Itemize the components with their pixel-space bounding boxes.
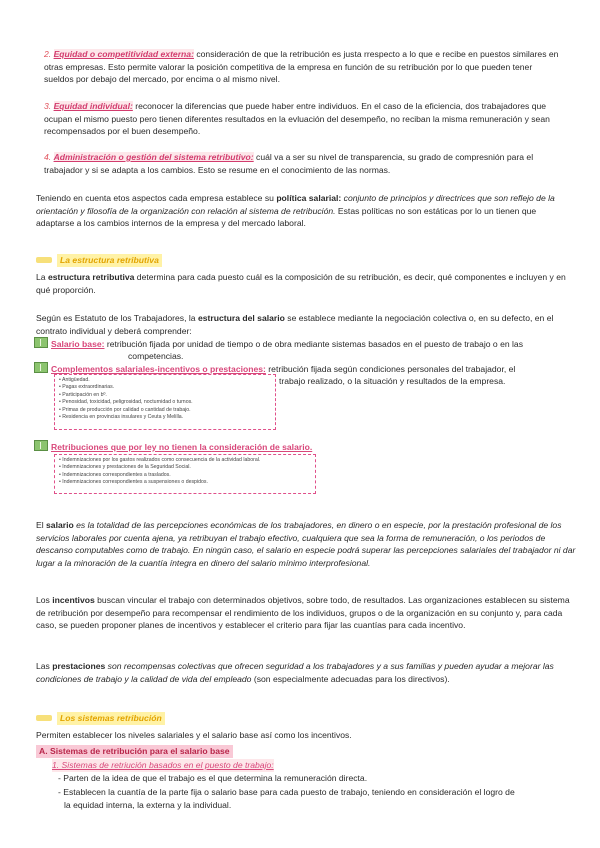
text-run: Los [36, 595, 53, 605]
bold-term: estructura retributiva [47, 272, 135, 282]
text-run: determina para cada puesto cuál es la composición de su retribución, es decir, qué componentes e incluyen y en qué proporción. [36, 272, 566, 295]
list-item: • Pagas extraordinarias. [59, 384, 271, 391]
item-title: Administración o gestión del sistema retributivo: [53, 152, 254, 162]
subheading-a: A. Sistemas de retribución para el salario base [36, 745, 233, 758]
no-salario-item [34, 440, 574, 454]
numbered-item-4 [44, 151, 564, 176]
estatuto-paragraph [36, 312, 576, 337]
book-icon [34, 337, 48, 348]
list-item: • Participación en bº. [59, 392, 271, 399]
italic-definition: conjunto de principios y directrices que son reflejo de la orientación y filosofía de la organización con relación al sistema de retribución. [36, 193, 555, 216]
section-title: La estructura retributiva [57, 254, 162, 267]
bold-term: incentivos [52, 595, 95, 605]
highlighter-icon [36, 715, 52, 721]
salario-paragraph [36, 519, 576, 569]
section-heading-estructura [36, 254, 162, 267]
item-title: Equidad o competitividad externa: [53, 49, 194, 59]
item-text: retribución fijada por unidad de tiempo o de obra mediante sistemas basados en el puesto de trabajo o en las [104, 339, 523, 349]
item-text: reconocer la diferencias que puede haber entre individuos. En el caso de la eficiencia, dos trabajadores que ocupan el mismo puesto pero tienen diferentes resultados en la evluación del desempeño, no reciban la misma remuneración y sean recompensados por el buen desempeño. [44, 101, 550, 137]
text-run: El [36, 520, 47, 530]
text-run: buscan vincular el trabajo con determinados objetivos, sobre todo, de resultados. Las organizaciones establecen su sistema de retribución por desempeño para recompensar el rendimiento de los individuos, grupos o de la organización en su conjunto y, para cada caso, se pueden proponer planes de incentivos y establecer el criterio para fijar las cuantías para cada incentivo. [36, 595, 570, 631]
salario-base-cont: competencias. [128, 351, 184, 361]
item-text: consideración de que la retribución es justa rrespecto a lo que e recibe en puestos similares en otras empresas. Esto permite valorar la posición competitiva de la empresa en función de su retribución por lo que pueden tener sueldos por debajo del mercado, por encima o al mismo nivel. [44, 49, 559, 85]
item-number: 2. [44, 49, 52, 59]
highlighter-icon [36, 257, 52, 263]
book-icon [34, 362, 48, 373]
list-item: • Indemnizaciones correspondientes a suspensiones o despidos. [59, 479, 311, 486]
book-icon [34, 440, 48, 451]
incentivos-paragraph [36, 594, 576, 632]
list-item-cont: la equidad interna, la externa y la individual. [64, 800, 232, 810]
italic-definition: es la totalidad de las percepciones económicas de los trabajadores, en dinero o en especie, por la prestación profesional de los servicios laborales por cuenta ajena, ya retribuyan el trabajo efectivo, cualquiera que sea la forma de remuneración, o los periodos de descanso computables como de trabajo. En ningún caso, el salario en especie podrá superar las percepciones salariales del trabajador ni dar lugar a la minoración de la cuantía íntegra en dinero del salario mínimo interprofesional. [36, 520, 576, 568]
item-title: Equidad individual: [53, 101, 133, 111]
text-run: Teniendo en cuenta etos aspectos cada empresa establece su [36, 193, 277, 203]
section-heading-sistemas [36, 712, 165, 725]
salario-base-item [34, 337, 574, 351]
list-item: • Indemnizaciones correspondientes a traslados. [59, 472, 311, 479]
section-title: Los sistemas retribución [57, 712, 165, 725]
list-item: • Indemnizaciones y prestaciones de la Seguridad Social. [59, 464, 311, 471]
text-run: Estas políticas no son estáticas por lo un tienen que adaptarse a los cambios internos de la empresa y del mercado laboral. [36, 205, 537, 229]
list-item: - Parten de la idea de que el trabajo es el que determina la remuneración directa. [58, 773, 368, 783]
list-item: - Establecen la cuantía de la parte fija o salario base para cada puesto de trabajo, teniendo en consideración el logro de [58, 787, 515, 797]
sistemas-intro: Permiten establecer los niveles salariales y el salario base así como los incentivos. [36, 730, 352, 740]
item-text: retribución fijada según condiciones personales del trabajador, el [265, 364, 516, 374]
item-title: Retribuciones que por ley no tienen la consideración de salario. [51, 442, 313, 452]
text-run: se establece mediante la negociación colectiva o, en su defecto, en el contrato individual y deberá comprender: [36, 313, 554, 336]
estructura-intro [36, 271, 576, 296]
bold-term: prestaciones [52, 661, 106, 671]
politica-paragraph [36, 192, 576, 230]
list-item: • Residencia en provincias insulares y Ceuta y Melilla. [59, 414, 271, 421]
text-run: La [36, 272, 48, 282]
item-number: 4. [44, 152, 52, 162]
complementos-list [54, 374, 276, 430]
list-item: • Primas de producción por calidad o cantidad de trabajo. [59, 407, 271, 414]
prestaciones-paragraph [36, 660, 576, 685]
no-salario-list [54, 454, 316, 494]
text-run: Las [36, 661, 53, 671]
list-item: • Antigüedad. [59, 377, 271, 384]
list-item: • Penosidad, toxicidad, peligrosidad, nocturnidad o turnos. [59, 399, 271, 406]
numbered-item-3 [44, 100, 564, 138]
numbered-item-2 [44, 48, 564, 86]
complementos-cont: trabajo realizado, o la situación y resultados de la empresa. [279, 376, 506, 386]
item-text: cuál va a ser su nivel de transparencia, su grado de compresnión para el trabajador y si se adapta a los cambios. Esto se resume en el conocimiento de las normas. [44, 152, 534, 175]
bold-term: salario [46, 520, 74, 530]
text-run: (son especialmente adecuadas para los directivos). [251, 673, 450, 684]
italic-definition: son recompensas colectivas que ofrecen seguridad a los trabajadores y a sus familias y pueden ayudar a mejorar las condiciones de trabajo y la calidad de vida del empleado [36, 661, 554, 684]
item-title: Complementos salariales-incentivos o prestaciones: [51, 364, 266, 374]
bold-term: política salarial: [276, 193, 342, 203]
list-item: • Indemnizaciones por los gastos realizados como consecuencia de la actividad laboral. [59, 457, 311, 464]
text-run: Según es Estatuto de los Trabajadores, la [36, 313, 198, 323]
item-number: 3. [44, 101, 52, 111]
item-title: Salario base: [51, 339, 105, 349]
subheading-1: 1. Sistemas de retriución basados en el puesto de trabajo: [52, 760, 274, 770]
bold-term: estructura del salario [197, 313, 285, 323]
